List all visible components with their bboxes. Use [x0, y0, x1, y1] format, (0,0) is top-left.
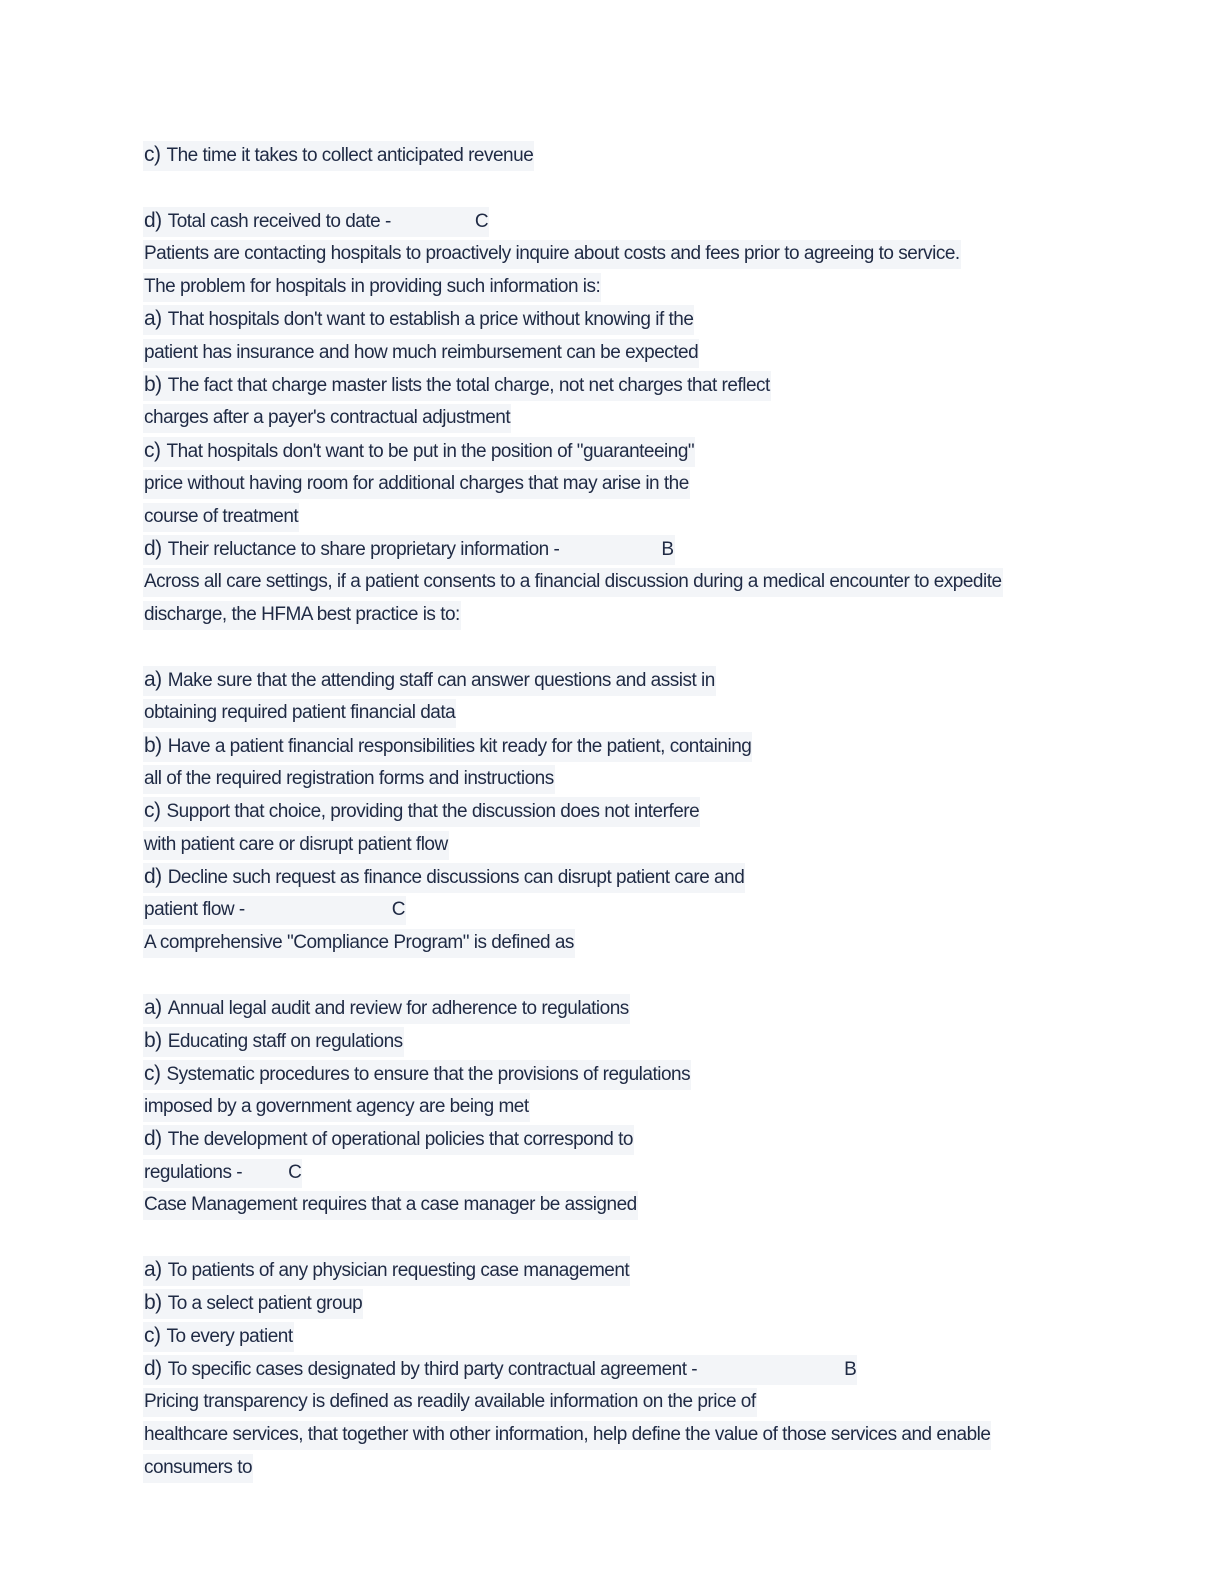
text-line — [143, 1091, 1143, 1124]
line-text — [143, 1355, 857, 1385]
line-text — [143, 1060, 691, 1090]
text-line — [143, 140, 1143, 173]
document-page — [143, 140, 1143, 1485]
option-label: c) — [144, 438, 161, 462]
blank-line — [143, 960, 1143, 993]
line-text — [143, 666, 716, 696]
line-text — [143, 601, 461, 630]
option-label: a) — [144, 668, 162, 692]
line-content: To specific cases designated by third party contractual agreement - — [167, 1358, 698, 1380]
text-line — [143, 829, 1143, 862]
line-content: discharge, the HFMA best practice is to: — [144, 604, 460, 626]
text-line — [143, 730, 1143, 763]
line-content: obtaining required patient financial data — [144, 702, 456, 724]
option-label: d) — [144, 1356, 162, 1380]
text-line — [143, 337, 1143, 370]
line-text — [143, 1388, 757, 1417]
line-content: That hospitals don't want to be put in the position of "guaranteeing" — [166, 440, 695, 462]
line-content: Support that choice, providing that the discussion does not interfere — [166, 801, 700, 823]
line-text — [143, 1256, 630, 1286]
line-text — [143, 797, 700, 827]
text-line — [143, 796, 1143, 829]
line-text — [143, 437, 695, 467]
line-text — [143, 1027, 404, 1057]
answer-key: C — [288, 1161, 302, 1183]
line-text — [143, 207, 489, 237]
line-content: Case Management requires that a case manager be assigned — [144, 1194, 637, 1216]
answer-key: B — [661, 538, 674, 560]
blank-line — [143, 632, 1143, 665]
line-content: A comprehensive "Compliance Program" is defined as — [144, 932, 574, 954]
text-line — [143, 501, 1143, 534]
line-content: Total cash received to date - — [167, 210, 391, 232]
line-content: course of treatment — [144, 505, 299, 527]
line-content: healthcare services, that together with other information, help define the value of those services and enable — [144, 1423, 991, 1445]
text-line — [143, 1255, 1143, 1288]
answer-key: C — [391, 899, 405, 921]
line-text — [143, 929, 575, 958]
line-text — [143, 896, 406, 925]
line-content: The development of operational policies that correspond to — [167, 1129, 633, 1151]
line-text — [143, 535, 675, 565]
option-label: b) — [144, 372, 162, 396]
line-content: all of the required registration forms and instructions — [144, 768, 554, 790]
text-line — [143, 271, 1143, 304]
text-line — [143, 566, 1143, 599]
line-text — [143, 1421, 991, 1450]
line-content: Across all care settings, if a patient consents to a financial discussion during a medical encounter to expedite — [144, 571, 1002, 593]
line-text — [143, 863, 745, 893]
text-line — [143, 468, 1143, 501]
text-line — [143, 894, 1143, 927]
line-content: Decline such request as finance discussions can disrupt patient care and — [167, 866, 745, 888]
text-line — [143, 1353, 1143, 1386]
line-content: imposed by a government agency are being met — [144, 1096, 529, 1117]
line-text — [143, 503, 299, 532]
line-text — [143, 1289, 363, 1319]
line-text — [143, 831, 449, 860]
line-text — [143, 404, 511, 433]
text-line — [143, 927, 1143, 960]
text-line — [143, 1386, 1143, 1419]
line-text — [143, 1093, 530, 1122]
line-content: Their reluctance to share proprietary information - — [167, 538, 560, 560]
option-label: d) — [144, 536, 162, 560]
text-line — [143, 862, 1143, 895]
text-line — [143, 1026, 1143, 1059]
option-label: b) — [144, 1291, 162, 1315]
line-text — [143, 1191, 638, 1220]
line-text — [143, 305, 694, 335]
line-text — [143, 1125, 634, 1155]
line-content: Educating staff on regulations — [167, 1030, 403, 1052]
line-content: Systematic procedures to ensure that the provisions of regulations — [166, 1063, 691, 1085]
text-line — [143, 1157, 1143, 1190]
text-line — [143, 665, 1143, 698]
option-label: d) — [144, 1127, 162, 1151]
option-label: a) — [144, 996, 162, 1020]
text-line — [143, 1124, 1143, 1157]
line-content: To patients of any physician requesting case management — [167, 1260, 630, 1282]
line-text — [143, 240, 961, 269]
option-label: c) — [144, 1061, 161, 1085]
text-line — [143, 435, 1143, 468]
line-content: patient flow - — [144, 899, 245, 921]
line-content: Have a patient financial responsibilities kit ready for the patient, containing — [167, 735, 752, 757]
text-line — [143, 698, 1143, 731]
text-line — [143, 1419, 1143, 1452]
option-label: c) — [144, 1324, 161, 1348]
text-line — [143, 1321, 1143, 1354]
line-text — [143, 273, 601, 302]
line-content: The fact that charge master lists the total charge, not net charges that reflect — [167, 374, 770, 396]
line-text — [143, 371, 771, 401]
line-content: To a select patient group — [167, 1293, 363, 1315]
line-text — [143, 1454, 253, 1483]
line-content: The problem for hospitals in providing such information is: — [144, 276, 601, 298]
line-content: Make sure that the attending staff can answer questions and assist in — [167, 670, 715, 692]
line-text — [143, 141, 534, 171]
answer-key: B — [844, 1358, 857, 1380]
option-label: a) — [144, 307, 162, 331]
line-text — [143, 568, 1003, 597]
text-line — [143, 206, 1143, 239]
line-text — [143, 1322, 294, 1352]
line-content: To every patient — [166, 1326, 293, 1348]
option-label: d) — [144, 208, 162, 232]
line-content: That hospitals don't want to establish a price without knowing if the — [167, 309, 694, 331]
line-content: consumers to — [144, 1456, 253, 1478]
text-line — [143, 763, 1143, 796]
line-content: price without having room for additional charges that may arise in the — [144, 472, 689, 494]
option-label: d) — [144, 864, 162, 888]
answer-key: C — [474, 210, 489, 232]
text-line — [143, 370, 1143, 403]
line-text — [143, 732, 752, 762]
text-line — [143, 238, 1143, 271]
line-text — [143, 1159, 302, 1188]
line-content: Annual legal audit and review for adherence to regulations — [167, 998, 629, 1020]
line-text — [143, 994, 630, 1024]
line-content: The time it takes to collect anticipated revenue — [166, 145, 534, 167]
option-label: a) — [144, 1258, 162, 1282]
text-line — [143, 402, 1143, 435]
text-line — [143, 304, 1143, 337]
option-label: c) — [144, 799, 161, 823]
line-content: with patient care or disrupt patient flow — [144, 833, 448, 855]
text-line — [143, 1190, 1143, 1223]
line-content: regulations - — [144, 1161, 243, 1183]
blank-line — [143, 173, 1143, 206]
text-line — [143, 599, 1143, 632]
line-content: Pricing transparency is defined as readily available information on the price of — [144, 1391, 756, 1413]
line-text — [143, 765, 555, 794]
option-label: b) — [144, 1028, 162, 1052]
line-content: patient has insurance and how much reimbursement can be expected — [144, 341, 699, 363]
line-text — [143, 699, 456, 728]
text-line — [143, 534, 1143, 567]
line-content: Patients are contacting hospitals to proactively inquire about costs and fees prior to agreeing to service. — [144, 243, 960, 265]
line-content: charges after a payer's contractual adjustment — [144, 407, 511, 429]
line-text — [143, 339, 699, 368]
text-line — [143, 1288, 1143, 1321]
line-text — [143, 470, 690, 499]
option-label: b) — [144, 733, 162, 757]
option-label: c) — [144, 143, 161, 167]
blank-line — [143, 1222, 1143, 1255]
text-line — [143, 993, 1143, 1026]
text-line — [143, 1452, 1143, 1485]
text-line — [143, 1058, 1143, 1091]
